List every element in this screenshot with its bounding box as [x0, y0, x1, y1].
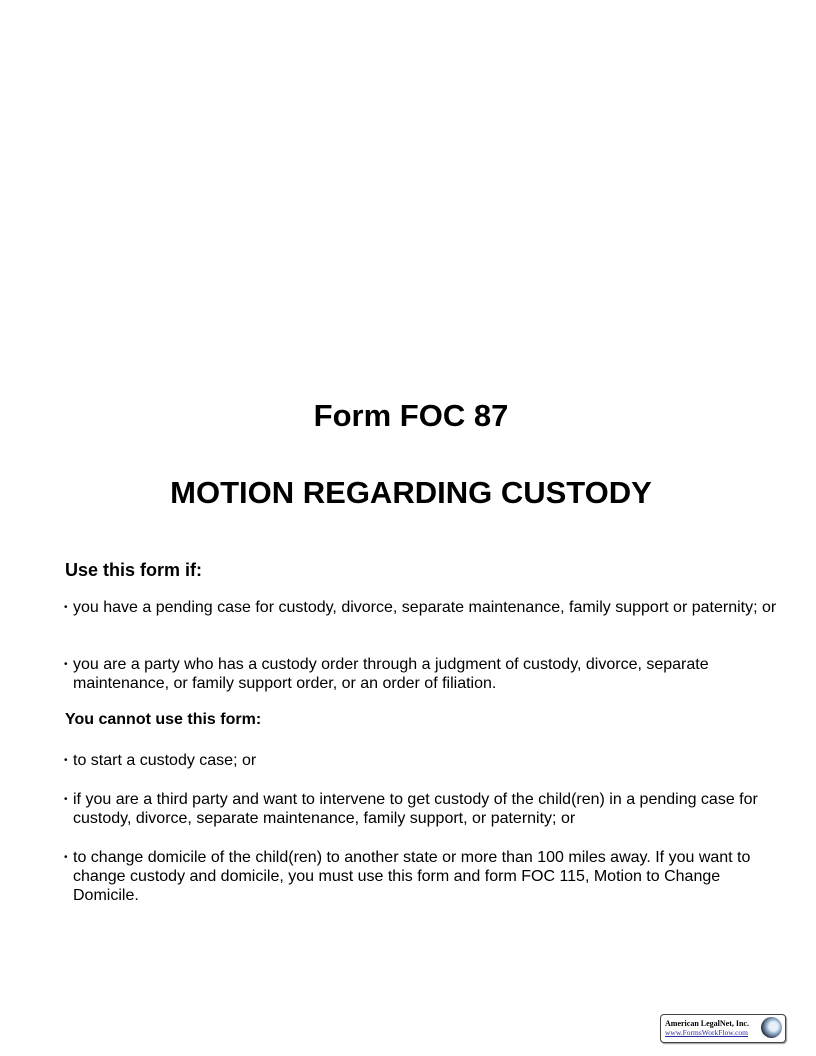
bullet-icon: • — [64, 659, 68, 670]
cannot-item-2: • if you are a third party and want to intervene to get custody of the child(ren) in a pending case for custody, divorce, separate maintenance, family support, or paternity; or — [64, 791, 758, 827]
bullet-icon: • — [64, 602, 68, 613]
bullet-icon: • — [64, 794, 68, 805]
logo-website-link[interactable]: www.FormsWorkFlow.com — [665, 1028, 749, 1037]
use-item-1: • you have a pending case for custody, divorce, separate maintenance, family support or paternity; or — [64, 599, 777, 616]
use-item-2: • you are a party who has a custody order through a judgment of custody, divorce, separate maintenance, or family support order, or an order of filiation. — [64, 656, 709, 692]
bullet-icon: • — [64, 852, 68, 863]
cannot-use-heading: You cannot use this form: — [65, 711, 262, 728]
form-number: Form FOC 87 — [313, 398, 509, 433]
logo-company-name: American LegalNet, Inc. — [665, 1019, 749, 1028]
use-this-form-heading: Use this form if: — [65, 560, 203, 580]
form-title: MOTION REGARDING CUSTODY — [170, 475, 652, 510]
american-legalnet-logo[interactable] — [660, 1014, 786, 1043]
cannot-item-3: • to change domicile of the child(ren) to another state or more than 100 miles away. If you want to change custody and domicile, you must use this form and form FOC 115, Motion to Change Domicile. — [64, 849, 751, 904]
cannot-item-1: • to start a custody case; or — [64, 752, 257, 769]
bullet-icon: • — [64, 755, 68, 766]
globe-icon — [761, 1017, 782, 1038]
